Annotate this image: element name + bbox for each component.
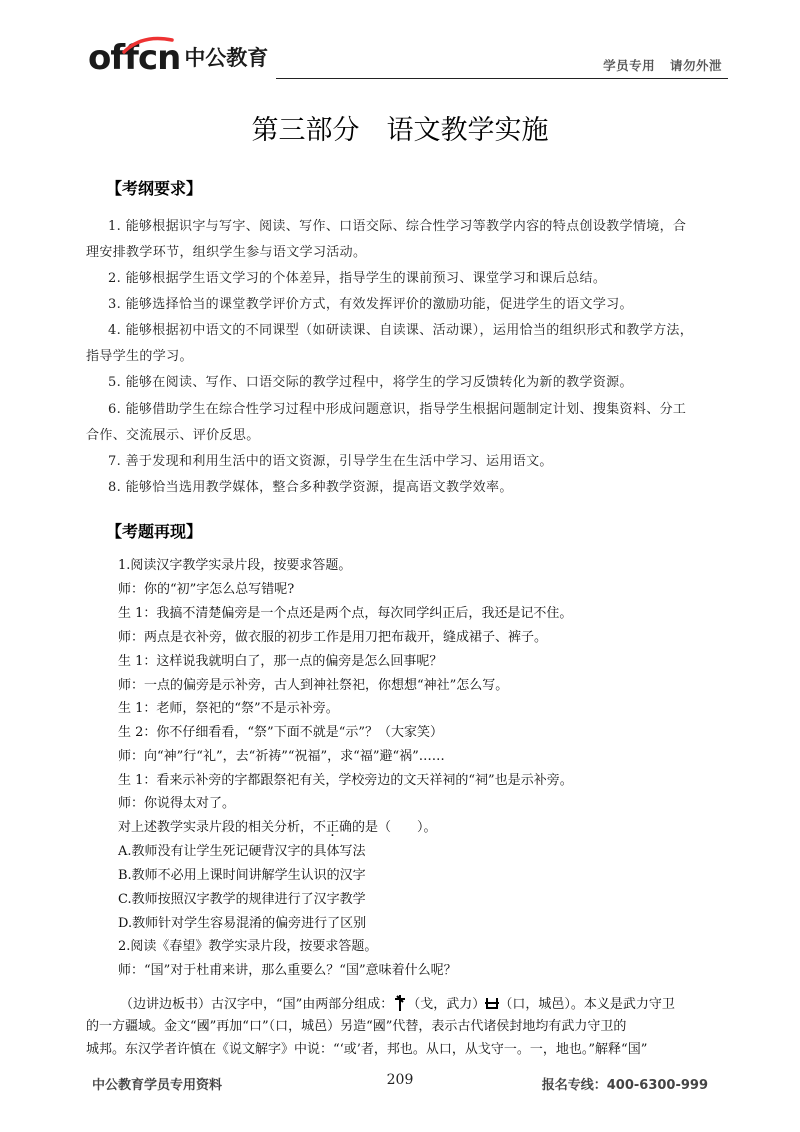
requirement-line: 理安排教学环节，组织学生参与语文学习活动。: [86, 245, 367, 260]
dialogue-line: 师：向“神”行“礼”，去“祈祷”“祝福”，求“福”避“祸”……: [118, 749, 445, 764]
requirement-line: 2. 能够根据学生语文学习的个体差异，指导学生的课前预习、课堂学习和课后总结。: [108, 271, 607, 286]
dialogue-line: 生 1：老师，祭祀的“祭”不是示补旁。: [118, 701, 339, 716]
paragraph-text-b: （戈，武力）: [407, 997, 486, 1012]
option-b: B.教师不必用上课时间讲解学生认识的汉字: [118, 868, 366, 883]
logo-swoosh-icon: [122, 36, 174, 54]
question-1-intro: 1.阅读汉字教学实录片段，按要求答题。: [118, 558, 352, 573]
logo-chinese: 中公教育: [184, 46, 269, 70]
dialogue-line: 生 1：看来示补旁的字都跟祭祀有关，学校旁边的文天祥祠的“祠”也是示补旁。: [118, 773, 573, 788]
logo-wordmark: offcn: [88, 38, 181, 78]
requirement-line: 7. 善于发现和利用生活中的语文资源，引导学生在生活中学习、运用语文。: [108, 454, 553, 469]
question-2-line: 师：“国”对于杜甫来讲，那么重要么？“国”意味着什么呢？: [118, 963, 457, 978]
paragraph-text-a: （边讲边板书）古汉字中，“国”由两部分组成：: [120, 997, 394, 1012]
dialogue-line: 师：一点的偏旁是示补旁，古人到神社祭祀，你想想“神社”怎么写。: [118, 678, 509, 693]
footer-left: 中公教育学员专用资料: [92, 1078, 223, 1093]
requirement-line: 4. 能够根据初中语文的不同课型（如研读课、自读课、活动课），运用恰当的组织形式和教学方法，: [108, 323, 694, 338]
paragraph-line: 的一方疆域。金文“國”再加“口”（口，城邑）另造“國”代替，表示古代诸侯封地均有武力守卫的: [86, 1019, 627, 1034]
dialogue-line: 生 1：这样说我就明白了，那一点的偏旁是怎么回事呢？: [118, 654, 443, 669]
paragraph-line: 城邦。东汉学者许慎在《说文解字》中说：“‘或’者，邦也。从口，从戈守一。一，地也。”解释“国”: [86, 1042, 648, 1057]
page-number: 209: [386, 1072, 414, 1088]
paragraph-line: [120, 994, 675, 1014]
requirement-line: 8. 能够恰当选用教学媒体，整合多种教学资源，提高语文教学效率。: [108, 480, 513, 495]
question-suffix: 的是（ ）。: [352, 820, 437, 835]
dialogue-line: 生 2：你不仔细看看，“祭”下面不就是“示”？（大家笑）: [118, 725, 443, 740]
requirement-line: 指导学生的学习。: [86, 349, 193, 364]
requirement-line: 1. 能够根据识字与写字、阅读、写作、口语交际、综合性学习等教学内容的特点创设教学情境，合: [108, 219, 687, 234]
requirement-line: 合作、交流展示、评价反思。: [86, 428, 260, 443]
dialogue-line: 生 1：我搞不清楚偏旁是一个点还是两个点，每次同学纠正后，我还是记不住。: [118, 606, 573, 621]
offcn-logo: [88, 38, 268, 78]
emphasis-text: 不正确: [313, 820, 353, 835]
ancient-ge-glyph-icon: [393, 994, 407, 1012]
question-stem: [118, 819, 437, 837]
requirement-line: 5. 能够在阅读、写作、口语交际的教学过程中，将学生的学习反馈转化为新的教学资源。: [108, 375, 633, 390]
option-a: A.教师没有让学生死记硬背汉字的具体写法: [118, 844, 366, 859]
header-note: 学员专用 请勿外泄: [603, 58, 722, 73]
footer-hotline: 报名专线：400-6300-999: [541, 1078, 708, 1093]
page-title: 第三部分 语文教学实施: [251, 115, 549, 146]
paragraph-text-c: （口，城邑）。本义是武力守卫: [499, 997, 675, 1012]
dialogue-line: 师：你说得太对了。: [118, 796, 236, 811]
header-rule: [276, 78, 728, 79]
question-prefix: 对上述教学实录片段的相关分析，: [118, 820, 314, 835]
page-header: [88, 36, 728, 84]
dialogue-line: 师：你的“初”字怎么总写错呢?: [118, 582, 295, 597]
question-2-intro: 2.阅读《春望》教学实录片段，按要求答题。: [118, 939, 378, 954]
ancient-kou-glyph-icon: [485, 994, 499, 1012]
requirement-line: 6. 能够借助学生在综合性学习过程中形成问题意识，指导学生根据问题制定计划、搜集资料、分工: [108, 402, 687, 417]
option-c: C.教师按照汉字教学的规律进行了汉字教学: [118, 892, 366, 907]
syllabus-heading: 【考纲要求】: [106, 179, 203, 198]
option-d: D.教师针对学生容易混淆的偏旁进行了区别: [118, 916, 367, 931]
requirement-line: 3. 能够选择恰当的课堂教学评价方式，有效发挥评价的激励功能，促进学生的语文学习。: [108, 297, 633, 312]
dialogue-line: 师：两点是衣补旁，做衣服的初步工作是用刀把布裁开，缝成裙子、裤子。: [118, 630, 548, 645]
exam-heading: 【考题再现】: [106, 522, 203, 541]
